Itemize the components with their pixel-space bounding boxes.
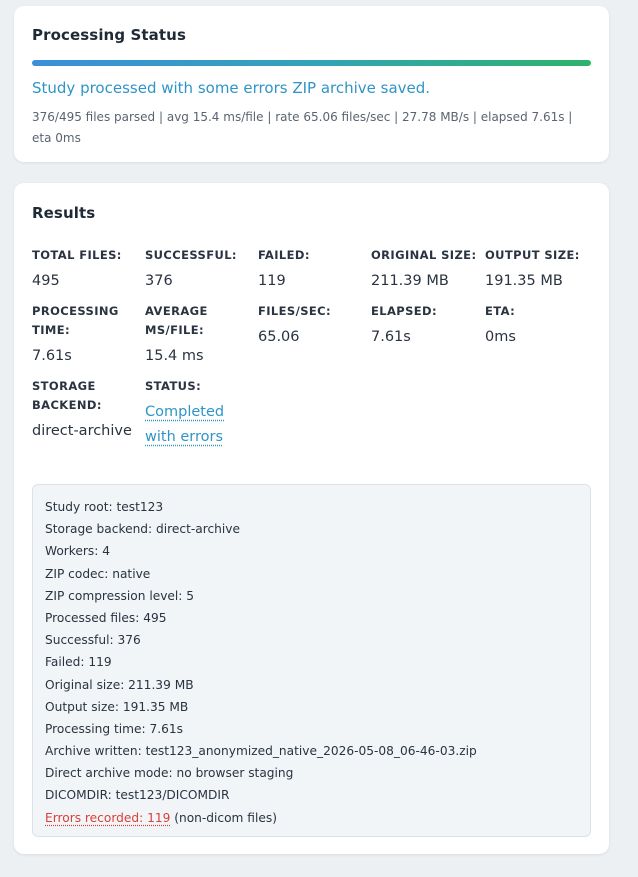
- stat-elapsed: [371, 302, 485, 369]
- stat-output-size: [485, 246, 589, 294]
- stat-label: PROCESSING TIME:: [32, 304, 119, 337]
- stat-eta: [485, 302, 589, 369]
- stat-label: FAILED:: [258, 248, 310, 262]
- stat-storage-backend: [32, 377, 145, 450]
- stat-label: AVERAGE MS/FILE:: [145, 304, 208, 337]
- stat-failed: [258, 246, 371, 294]
- stat-value: direct-archive: [32, 423, 132, 439]
- processing-log: [32, 484, 591, 837]
- stat-status: [145, 377, 258, 450]
- log-line: Storage backend: direct-archive: [45, 522, 240, 537]
- stat-value: 7.61s: [32, 348, 72, 364]
- stat-label: TOTAL FILES:: [32, 248, 122, 262]
- log-line: Study root: test123: [45, 500, 164, 514]
- stat-label: SUCCESSFUL:: [145, 248, 237, 262]
- log-line: Successful: 376: [45, 633, 141, 648]
- results-card: [14, 183, 609, 854]
- errors-note: (non-dicom files): [170, 810, 277, 825]
- status-stats-line: 376/495 files parsed | avg 15.4 ms/file | rate 65.06 files/sec | 27.78 MB/s | elapsed 7.61s | eta 0ms: [32, 110, 573, 145]
- log-line: Workers: 4: [45, 544, 111, 559]
- status-message: Study processed with some errors ZIP archive saved.: [32, 79, 431, 97]
- log-line: Failed: 119: [45, 655, 112, 670]
- log-line: DICOMDIR: test123/DICOMDIR: [45, 788, 230, 803]
- stat-value: 15.4 ms: [145, 348, 204, 364]
- stat-label: ORIGINAL SIZE:: [371, 248, 477, 262]
- results-stats-grid: [32, 246, 591, 450]
- stat-label: OUTPUT SIZE:: [485, 248, 580, 262]
- stat-original-size: [371, 246, 485, 294]
- stat-total-files: [32, 246, 145, 294]
- stat-label: ETA:: [485, 304, 516, 318]
- results-title: Results: [32, 204, 96, 222]
- log-line-errors: [45, 807, 578, 829]
- stat-value: 65.06: [258, 329, 300, 345]
- progress-bar: [32, 60, 591, 66]
- log-line: ZIP codec: native: [45, 566, 151, 581]
- stat-label: STORAGE BACKEND:: [32, 379, 102, 412]
- stat-files-per-sec: [258, 302, 371, 369]
- stat-processing-time: [32, 302, 145, 369]
- log-line: Processing time: 7.61s: [45, 721, 183, 736]
- log-line: ZIP compression level: 5: [45, 588, 195, 603]
- log-line: Original size: 211.39 MB: [45, 677, 194, 692]
- stat-value: 495: [32, 273, 60, 289]
- stat-value: 0ms: [485, 329, 516, 345]
- stat-label: FILES/SEC:: [258, 304, 331, 318]
- stat-value: 211.39 MB: [371, 273, 449, 289]
- stat-average-ms-per-file: [145, 302, 258, 369]
- stat-successful: [145, 246, 258, 294]
- processing-status-card: [14, 6, 609, 162]
- stat-label: STATUS:: [145, 379, 202, 393]
- stat-label: ELAPSED:: [371, 304, 437, 318]
- stat-value: 119: [258, 273, 286, 289]
- log-line: Processed files: 495: [45, 610, 167, 625]
- log-line: Direct archive mode: no browser staging: [45, 766, 294, 781]
- stat-value: 7.61s: [371, 329, 411, 345]
- errors-recorded-link[interactable]: Errors recorded: 119: [45, 810, 171, 825]
- processing-status-title: Processing Status: [32, 26, 186, 44]
- log-line: Output size: 191.35 MB: [45, 699, 189, 714]
- stat-value: 376: [145, 273, 173, 289]
- stat-value: 191.35 MB: [485, 273, 563, 289]
- log-line: Archive written: test123_anonymized_native_2026-05-08_06-46-03.zip: [45, 744, 477, 759]
- status-link[interactable]: Completed with errors: [145, 404, 225, 445]
